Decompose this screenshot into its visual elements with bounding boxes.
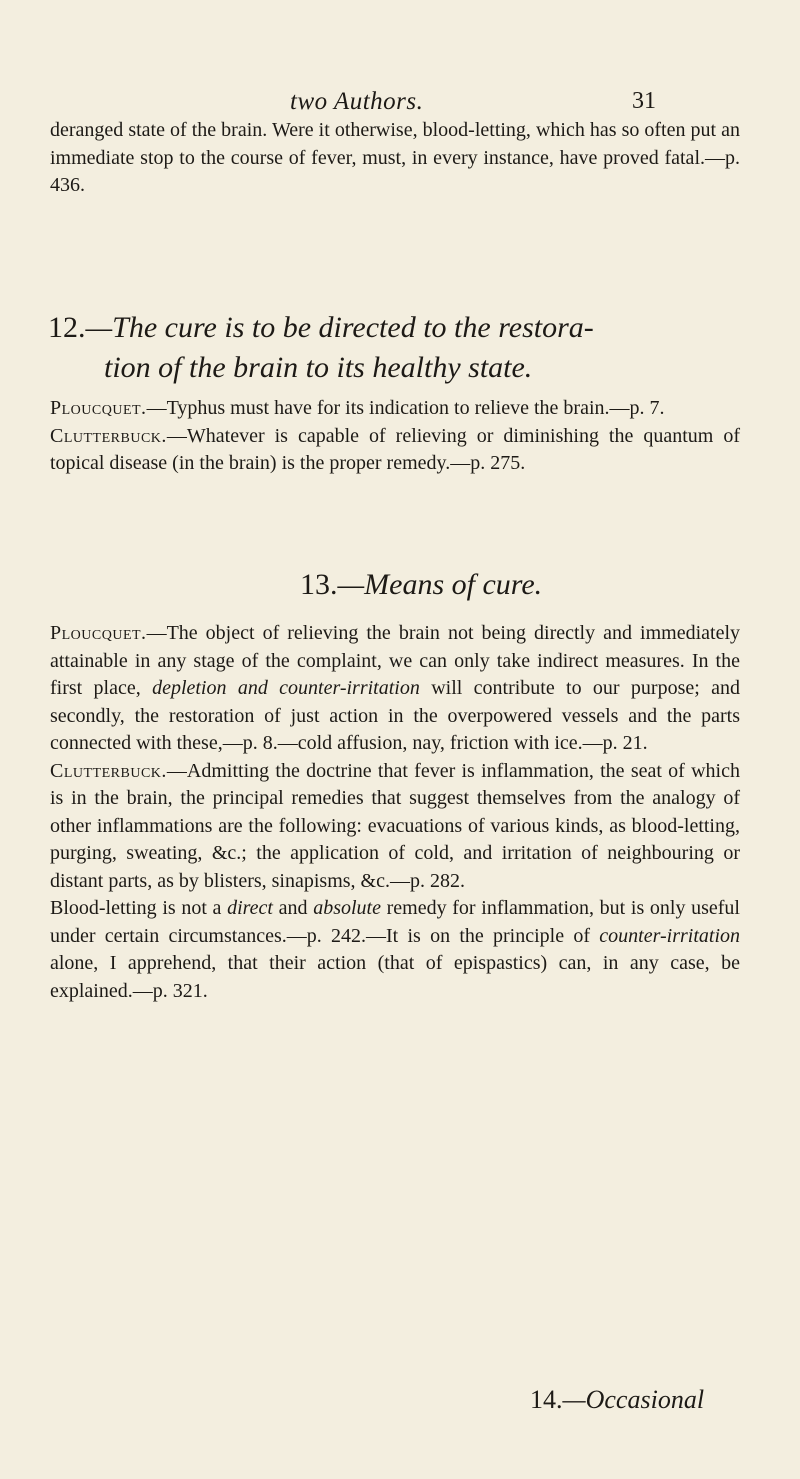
author-name: Ploucquet. (50, 397, 147, 419)
entry-italic-phrase: absolute (313, 897, 381, 919)
entry-italic-phrase: depletion and counter-irritation (152, 677, 420, 699)
section-12-entry-clutterbuck (50, 423, 740, 478)
running-head-title: two Authors. (290, 88, 424, 115)
entry-text-part: —The object of relieving the brain not being directly and immediately attainable in any stage of the complaint, we can only take indirect measures. In the first place, (50, 622, 740, 699)
section-12-heading (48, 308, 748, 388)
section-12-title-line2: tion of the brain to its healthy state. (104, 351, 533, 384)
section-12-title-line1: —The cure is to be directed to the restora- (85, 311, 594, 344)
intro-paragraph: deranged state of the brain. Were it otherwise, blood-letting, which has so often put an immediate stop to the course of fever, must, in every instance, have proved fatal.—p. 436. (50, 119, 740, 196)
section-13-heading (300, 565, 700, 605)
entry-text: —Whatever is capable of relieving or diminishing the quantum of topical disease (in the brain) is the proper remedy.—p. 275. (50, 424, 740, 474)
author-name: Clutterbuck. (50, 424, 167, 447)
entry-text: —Admitting the doctrine that fever is inflammation, the seat of which is in the brain, the principal remedies that suggest themselves from the analogy of other inflammations are the following: evacuations of various kinds, as blood-letting, purging, sweating, &c.; the application of cold, and irritation of neighbouring or distant parts, as by blisters, sinapisms, &c.—p. 282. (50, 759, 740, 892)
catchword (530, 1385, 704, 1415)
entry-text-part: Blood-letting is not a (50, 897, 228, 919)
entry-text-part: and (273, 897, 314, 919)
section-12-body (50, 395, 740, 478)
entry-text-part: will contribute to our purpose; and secondly, the restoration of just action in the overpowered vessels and the parts connected with these,—p. 8.—cold affusion, nay, friction with ice.—p. 21. (50, 677, 740, 754)
section-12-number: 12. (48, 311, 86, 344)
entry-text-part: remedy for inflammation, but is only useful under certain circumstances.—p. 242.—It is on the principle of (50, 897, 740, 947)
section-13-bloodletting-paragraph (50, 895, 740, 1005)
section-13-entry-ploucquet (50, 620, 740, 758)
page-number: 31 (632, 88, 656, 114)
catchword-number: 14. (530, 1385, 563, 1414)
entry-text: —Typhus must have for its indication to relieve the brain.—p. 7. (146, 397, 665, 419)
section-13-number: 13. (300, 568, 338, 601)
author-name: Ploucquet. (50, 622, 147, 644)
section-12-entry-ploucquet (50, 395, 740, 423)
entry-italic-phrase: counter-irritation (599, 924, 740, 947)
section-13-title: —Means of cure. (337, 568, 543, 601)
entry-italic-phrase: direct (227, 897, 273, 919)
intro-paragraph-block (50, 117, 740, 200)
section-13-body (50, 620, 740, 1005)
author-name: Clutterbuck. (50, 759, 167, 782)
running-head (0, 88, 800, 118)
catchword-text: —Occasional (562, 1385, 705, 1414)
section-13-entry-clutterbuck (50, 758, 740, 896)
entry-text-part: alone, I apprehend, that their action (that of epispastics) can, in any case, be explained.—p. 321. (50, 952, 740, 1002)
